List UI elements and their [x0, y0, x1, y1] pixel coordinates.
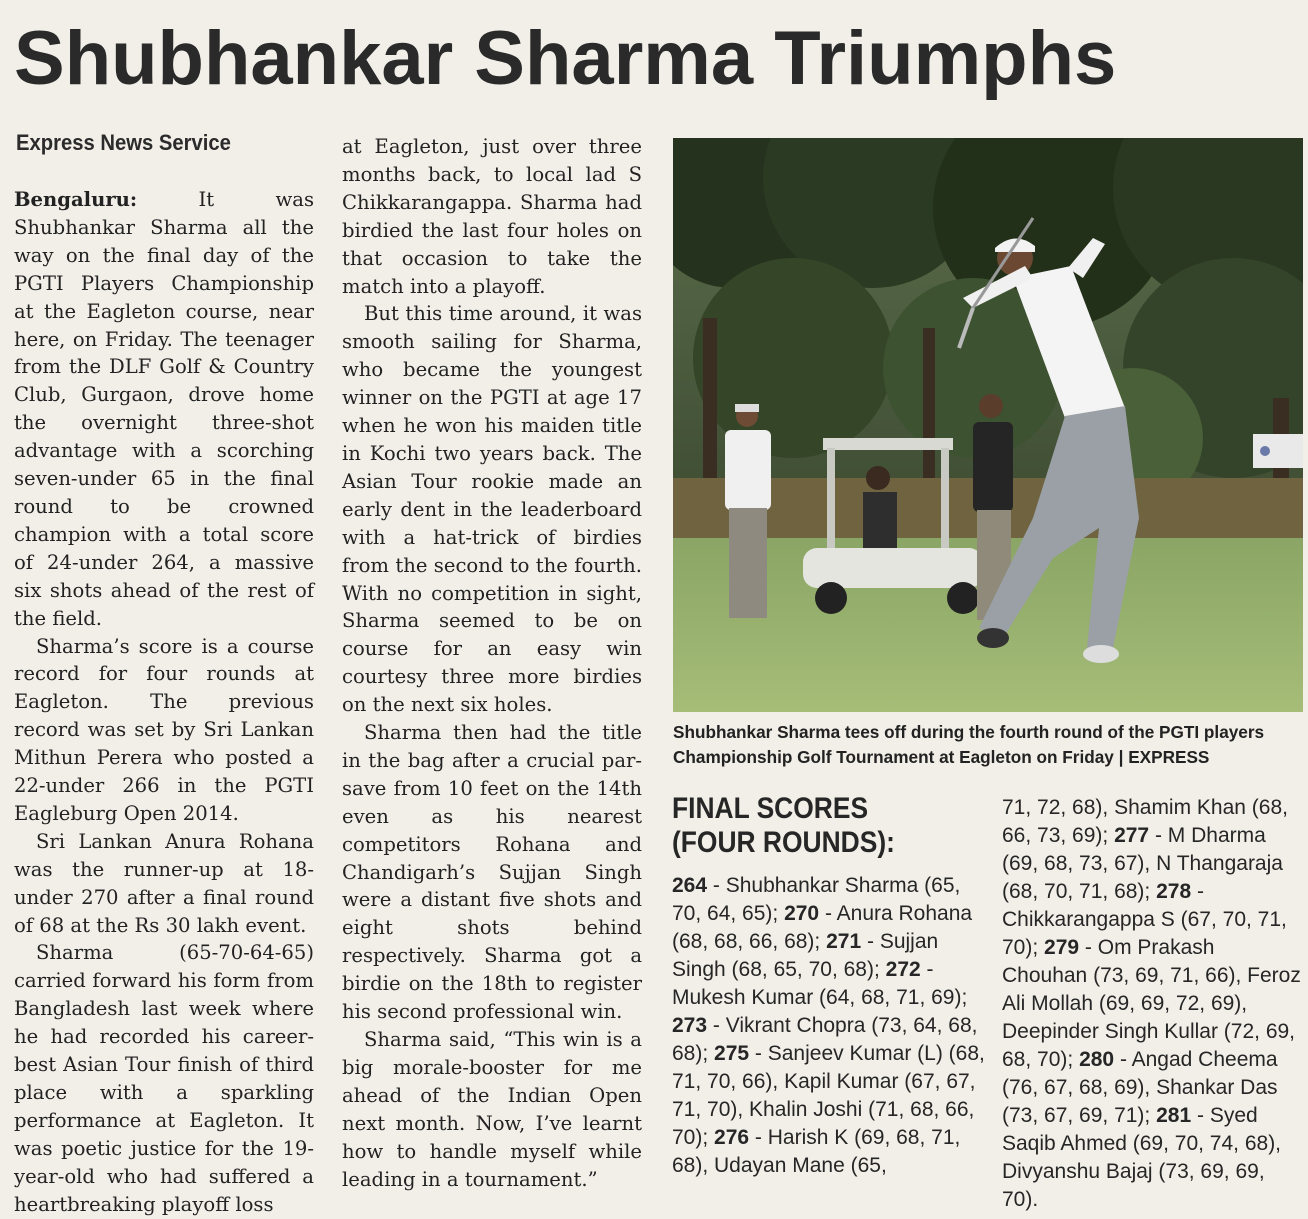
- article-column-2: [342, 133, 642, 1193]
- article-column-1: [14, 186, 314, 1219]
- score-players: - Sujjan Singh (68, 65, 70, 68);: [672, 930, 939, 981]
- article-paragraph: Sharma said, “This win is a big morale-booster for me ahead of the Indian Open next month. Now, I’ve learnt how to handle myself while leading in a tournament.”: [342, 1028, 642, 1191]
- score-total: 279: [1044, 936, 1080, 959]
- score-total: 271: [826, 930, 862, 953]
- scores-column-1: [672, 872, 994, 1180]
- dateline: Bengaluru:: [14, 188, 138, 211]
- article-paragraph: Sharma then had the title in the bag after a crucial par-save from 10 feet on the 14th even as his nearest competitors Rohana and Chandigarh’s Sujjan Singh were a distant five shots and eight shots behind respectively. Sharma got a birdie on the 18th to register his second professional win.: [342, 721, 642, 1024]
- score-players: - Sanjeev Kumar (L) (68, 71, 70, 66), Kapil Kumar (67, 67, 71, 70), Khalin Joshi (71, 68, 66, 70);: [672, 1042, 985, 1149]
- score-total: 280: [1079, 1048, 1115, 1071]
- score-players: - Om Prakash Chouhan (73, 69, 71, 66), Feroz Ali Mollah (69, 69, 72, 69), Deepinder Singh Kullar (72, 69, 68, 70);: [1002, 936, 1301, 1071]
- article-paragraph: [14, 186, 314, 633]
- score-total: 281: [1156, 1104, 1192, 1127]
- scores-column-2: [1002, 794, 1304, 1214]
- article-paragraph: Sharma (65-70-64-65) carried forward his form from Bangladesh last week where he had recorded his career-best Asian Tour finish of third place with a sparkling performance at Eagleton. It was poetic justice for the 19-year-old who had suffered a heartbreaking playoff loss: [14, 941, 314, 1216]
- byline: Express News Service: [16, 130, 231, 155]
- score-players: - M Dharma (69, 68, 73, 67), N Thangaraja (68, 70, 71, 68);: [1002, 824, 1283, 903]
- score-total: 277: [1114, 824, 1150, 847]
- score-total: 272: [885, 958, 921, 981]
- score-players: - Chikkarangappa S (67, 70, 71, 70);: [1002, 880, 1287, 959]
- article-paragraph: Sharma’s score is a course record for four rounds at Eagleton. The previous record was set by Sri Lankan Mithun Perera who posted a 22-under 266 in the PGTI Eagleburg Open 2014.: [14, 634, 314, 825]
- article-paragraph: But this time around, it was smooth sailing for Sharma, who became the youngest winner on the PGTI at age 17 when he won his maiden title in Kochi two years back. The Asian Tour rookie made an early dent in the leaderboard with a hat-trick of birdies from the second to the fourth. With no competition in sight, Sharma seemed to be on course for an easy win courtesy three more birdies on the next six holes.: [342, 302, 642, 717]
- score-total: 278: [1156, 880, 1192, 903]
- score-total: 270: [784, 902, 820, 925]
- score-players: - Mukesh Kumar (64, 68, 71, 69);: [672, 958, 968, 1009]
- article-paragraph: at Eagleton, just over three months back, to local lad S Chikkarangappa. Sharma had birdied the last four holes on that occasion to take the match into a playoff.: [342, 135, 642, 298]
- score-players: - Angad Cheema (76, 67, 68, 69), Shankar Das (73, 67, 69, 71);: [1002, 1048, 1278, 1127]
- photo-caption: Shubhankar Sharma tees off during the fourth round of the PGTI players Championship Golf Tournament at Eagleton on Friday | EXPRESS: [673, 722, 1265, 767]
- score-players: - Vikrant Chopra (73, 64, 68, 68);: [672, 1014, 978, 1065]
- score-total: 276: [714, 1126, 750, 1149]
- score-entry: [672, 1126, 960, 1177]
- article-paragraph: Sri Lankan Anura Rohana was the runner-up at 18-under 270 after a final round of 68 at the Rs 30 lakh event.: [14, 829, 314, 937]
- score-total: 264: [672, 874, 708, 897]
- paragraph-text: It was Shubhankar Sharma all the way on the final day of the PGTI Players Championship at the Eagleton course, near here, on Friday. The teenager from the DLF Golf & Country Club, Gurgaon, drove home the overnight three-shot advantage with a scorching seven-under 65 in the final round to be crowned champion with a total score of 24-under 264, a massive six shots ahead of the rest of the field.: [14, 188, 314, 630]
- golfer-photo: [673, 138, 1303, 712]
- headline: Shubhankar Sharma Triumphs: [14, 16, 1117, 101]
- score-total: 275: [714, 1042, 750, 1065]
- score-players: 71, 72, 68), Shamim Khan (68, 66, 73, 69);: [1002, 796, 1288, 847]
- score-players: - Shubhankar Sharma (65, 70, 64, 65);: [672, 874, 961, 925]
- score-players: - Harish K (69, 68, 71, 68), Udayan Mane (65,: [672, 1126, 961, 1177]
- score-players: - Anura Rohana (68, 68, 66, 68);: [672, 902, 973, 953]
- score-total: 273: [672, 1014, 708, 1037]
- score-players: - Syed Saqib Ahmed (69, 70, 74, 68), Divyanshu Bajaj (73, 69, 69, 70).: [1002, 1104, 1282, 1211]
- final-scores-title: FINAL SCORES (FOUR ROUNDS):: [672, 792, 895, 859]
